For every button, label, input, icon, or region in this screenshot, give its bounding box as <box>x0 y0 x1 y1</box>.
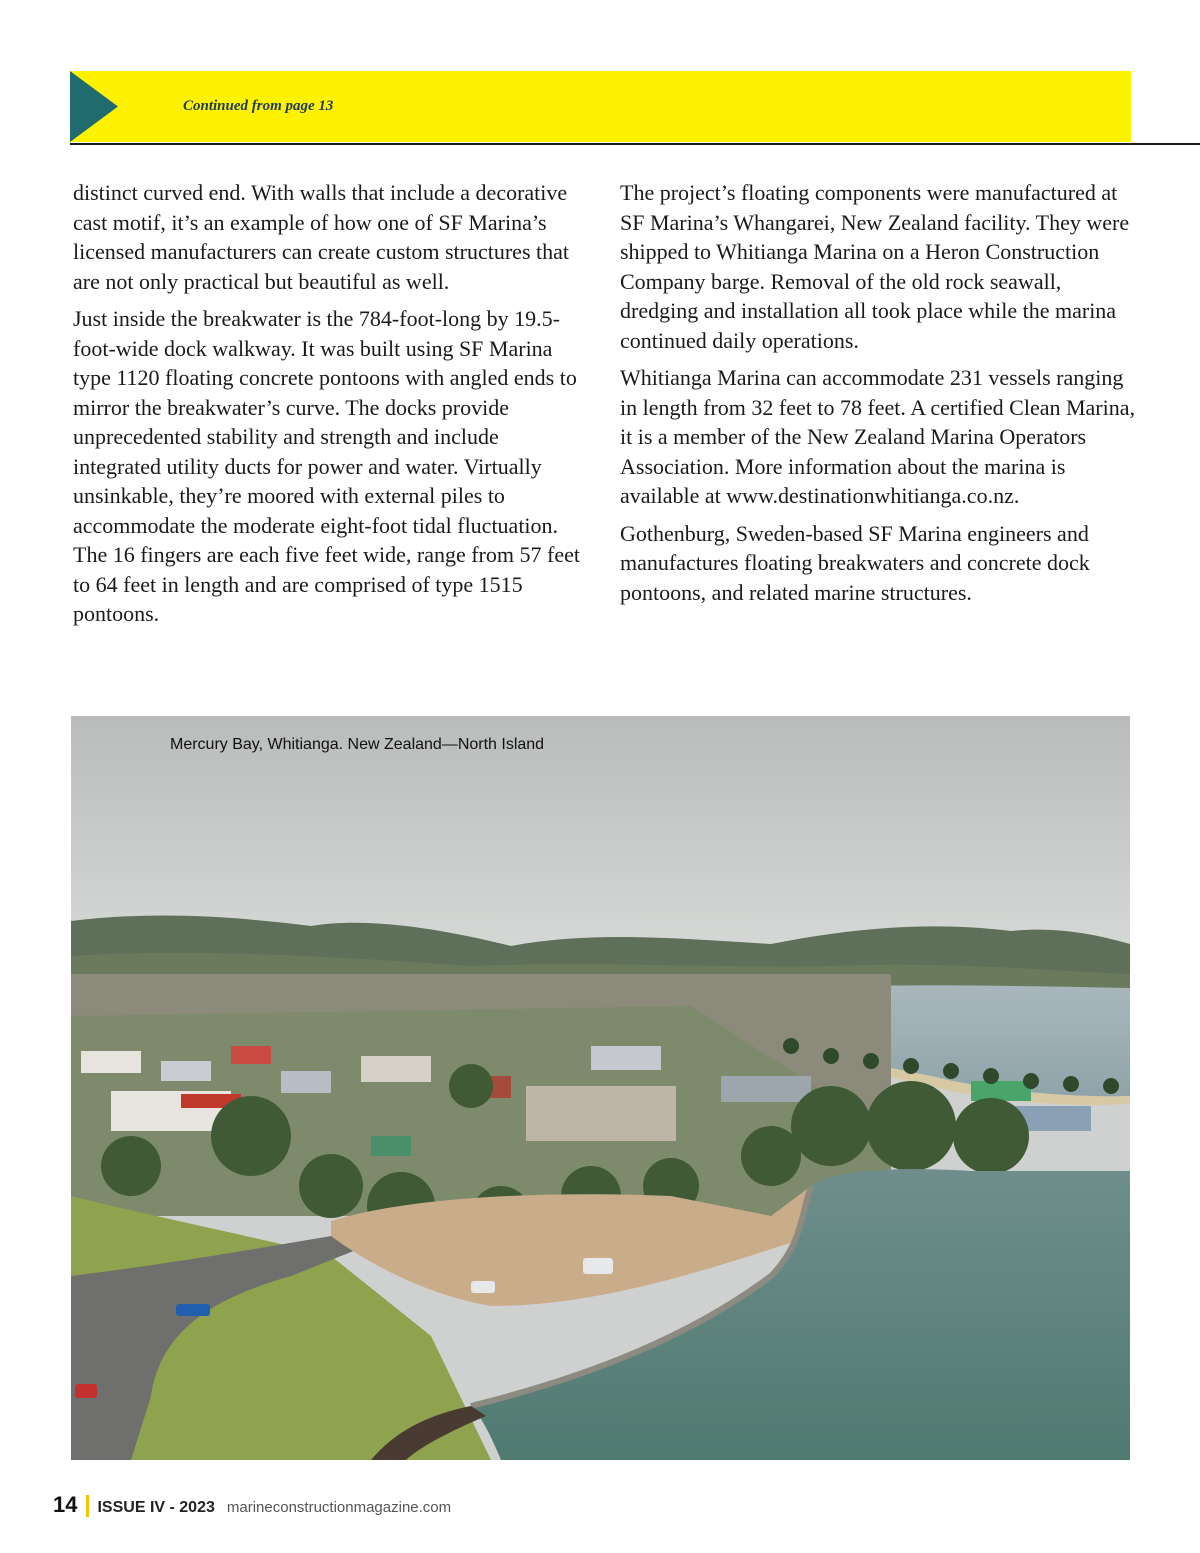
page-number: 14 <box>53 1492 78 1517</box>
right-paragraph-3: Gothenburg, Sweden-based SF Marina engineers and manufactures floating breakwaters and concrete dock pontoons, and related marine structures. <box>620 520 1090 605</box>
header-rule <box>70 143 1200 145</box>
left-paragraph-2: Just inside the breakwater is the 784-foot-long by 19.5-foot-wide dock walkway. It was built using SF Marina type 1120 floating concrete pontoons with angled ends to mirror the breakwater’s curve. The docks provide unprecedented stability and strength and include integrated utility ducts for power and water. Virtually unsinkable, they’re moored with external piles to accommodate the moderate eight-foot tidal fluctuation. The 16 fingers are each five feet wide, range from 57 feet to 64 feet in length and are comprised of type 1515 pontoons. <box>73 306 580 626</box>
chevron-arrow-icon <box>70 71 118 142</box>
right-column <box>620 178 1135 615</box>
issue-label: ISSUE IV - 2023 <box>97 1499 215 1516</box>
right-paragraph-2: Whitianga Marina can accommodate 231 vessels ranging in length from 32 feet to 78 feet. A certified Clean Marina, it is a member of the New Zealand Marina Operators Association. More information about the marina is available at www.destinationwhitianga.co.nz. <box>620 365 1136 508</box>
page-footer <box>53 1492 451 1520</box>
left-column <box>73 178 585 637</box>
continued-from-label: Continued from page 13 <box>183 98 334 114</box>
aerial-photo-whitianga <box>71 716 1130 1460</box>
aerial-photo-illustration <box>71 716 1130 1460</box>
photo-caption: Mercury Bay, Whitianga. New Zealand—North Island <box>170 736 545 753</box>
footer-divider <box>86 1495 89 1517</box>
left-paragraph-1: distinct curved end. With walls that include a decorative cast motif, it’s an example of how one of SF Marina’s licensed manufacturers can create custom structures that are not only practical but beautiful as well. <box>73 180 569 294</box>
website-link[interactable]: marineconstructionmagazine.com <box>226 1499 452 1516</box>
right-paragraph-1: The project’s floating components were manufactured at SF Marina’s Whangarei, New Zealand facility. They were shipped to Whitianga Marina on a Heron Construction Company barge. Removal of the old rock seawall, dredging and installation all took place while the marina continued daily operations. <box>620 180 1130 353</box>
